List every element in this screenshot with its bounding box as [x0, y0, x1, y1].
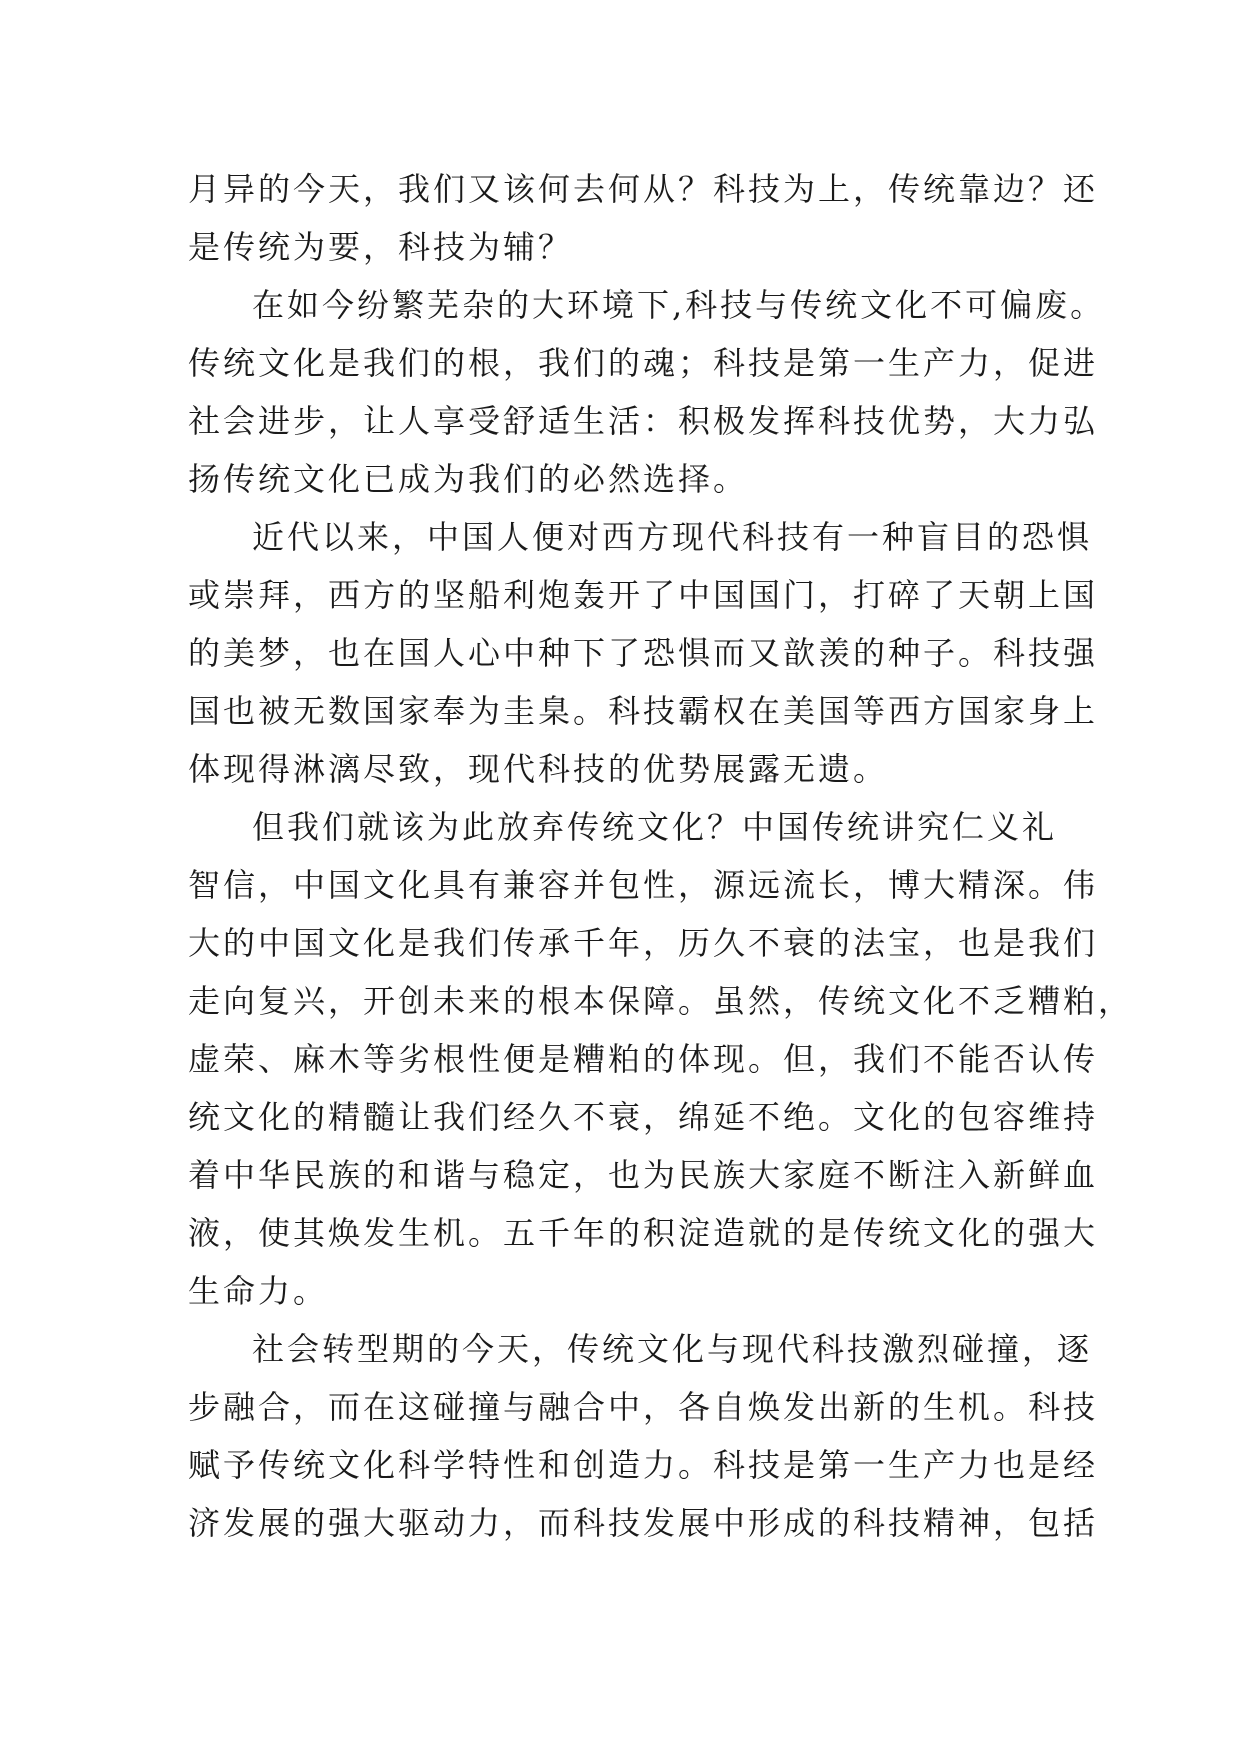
text-line: 统文化的精髓让我们经久不衰，绵延不绝。文化的包容维持 — [188, 1098, 1099, 1136]
text-line: 体现得淋漓尽致，现代科技的优势展露无遗。 — [188, 750, 889, 788]
text-line: 国也被无数国家奉为圭臬。科技霸权在美国等西方国家身上 — [188, 692, 1099, 730]
paragraph-first-line: 在如今纷繁芜杂的大环境下,科技与传统文化不可偏废。 — [252, 286, 1106, 324]
paragraph-first-line: 社会转型期的今天，传统文化与现代科技激烈碰撞，逐 — [252, 1330, 1093, 1368]
text-line: 济发展的强大驱动力，而科技发展中形成的科技精神，包括 — [188, 1504, 1099, 1542]
text-line: 大的中国文化是我们传承千年，历久不衰的法宝，也是我们 — [188, 924, 1099, 962]
text-line: 是传统为要，科技为辅？ — [188, 228, 574, 266]
text-line: 扬传统文化已成为我们的必然选择。 — [188, 460, 749, 498]
text-line: 液，使其焕发生机。五千年的积淀造就的是传统文化的强大 — [188, 1214, 1099, 1252]
text-line: 或崇拜，西方的坚船利炮轰开了中国国门，打碎了天朝上国 — [188, 576, 1099, 614]
text-line: 月异的今天，我们又该何去何从？科技为上，传统靠边？还 — [188, 170, 1099, 208]
text-line: 社会进步，让人享受舒适生活：积极发挥科技优势，大力弘 — [188, 402, 1099, 440]
text-line: 步融合，而在这碰撞与融合中，各自焕发出新的生机。科技 — [188, 1388, 1099, 1426]
text-line: 赋予传统文化科学特性和创造力。科技是第一生产力也是经 — [188, 1446, 1099, 1484]
text-line: 智信，中国文化具有兼容并包性，源远流长，博大精深。伟 — [188, 866, 1099, 904]
paragraph-first-line: 但我们就该为此放弃传统文化？中国传统讲究仁义礼 — [252, 808, 1058, 846]
text-line: 的美梦，也在国人心中种下了恐惧而又歆羡的种子。科技强 — [188, 634, 1099, 672]
text-line: 传统文化是我们的根，我们的魂；科技是第一生产力，促进 — [188, 344, 1099, 382]
text-line: 着中华民族的和谐与稳定，也为民族大家庭不断注入新鲜血 — [188, 1156, 1099, 1194]
paragraph-first-line: 近代以来，中国人便对西方现代科技有一种盲目的恐惧 — [252, 518, 1093, 556]
text-line: 生命力。 — [188, 1272, 329, 1310]
body-text — [188, 160, 1134, 1552]
text-line: 虚荣、麻木等劣根性便是糟粕的体现。但，我们不能否认传 — [188, 1040, 1099, 1078]
text-line: 走向复兴，开创未来的根本保障。虽然，传统文化不乏糟粕， — [188, 982, 1134, 1020]
